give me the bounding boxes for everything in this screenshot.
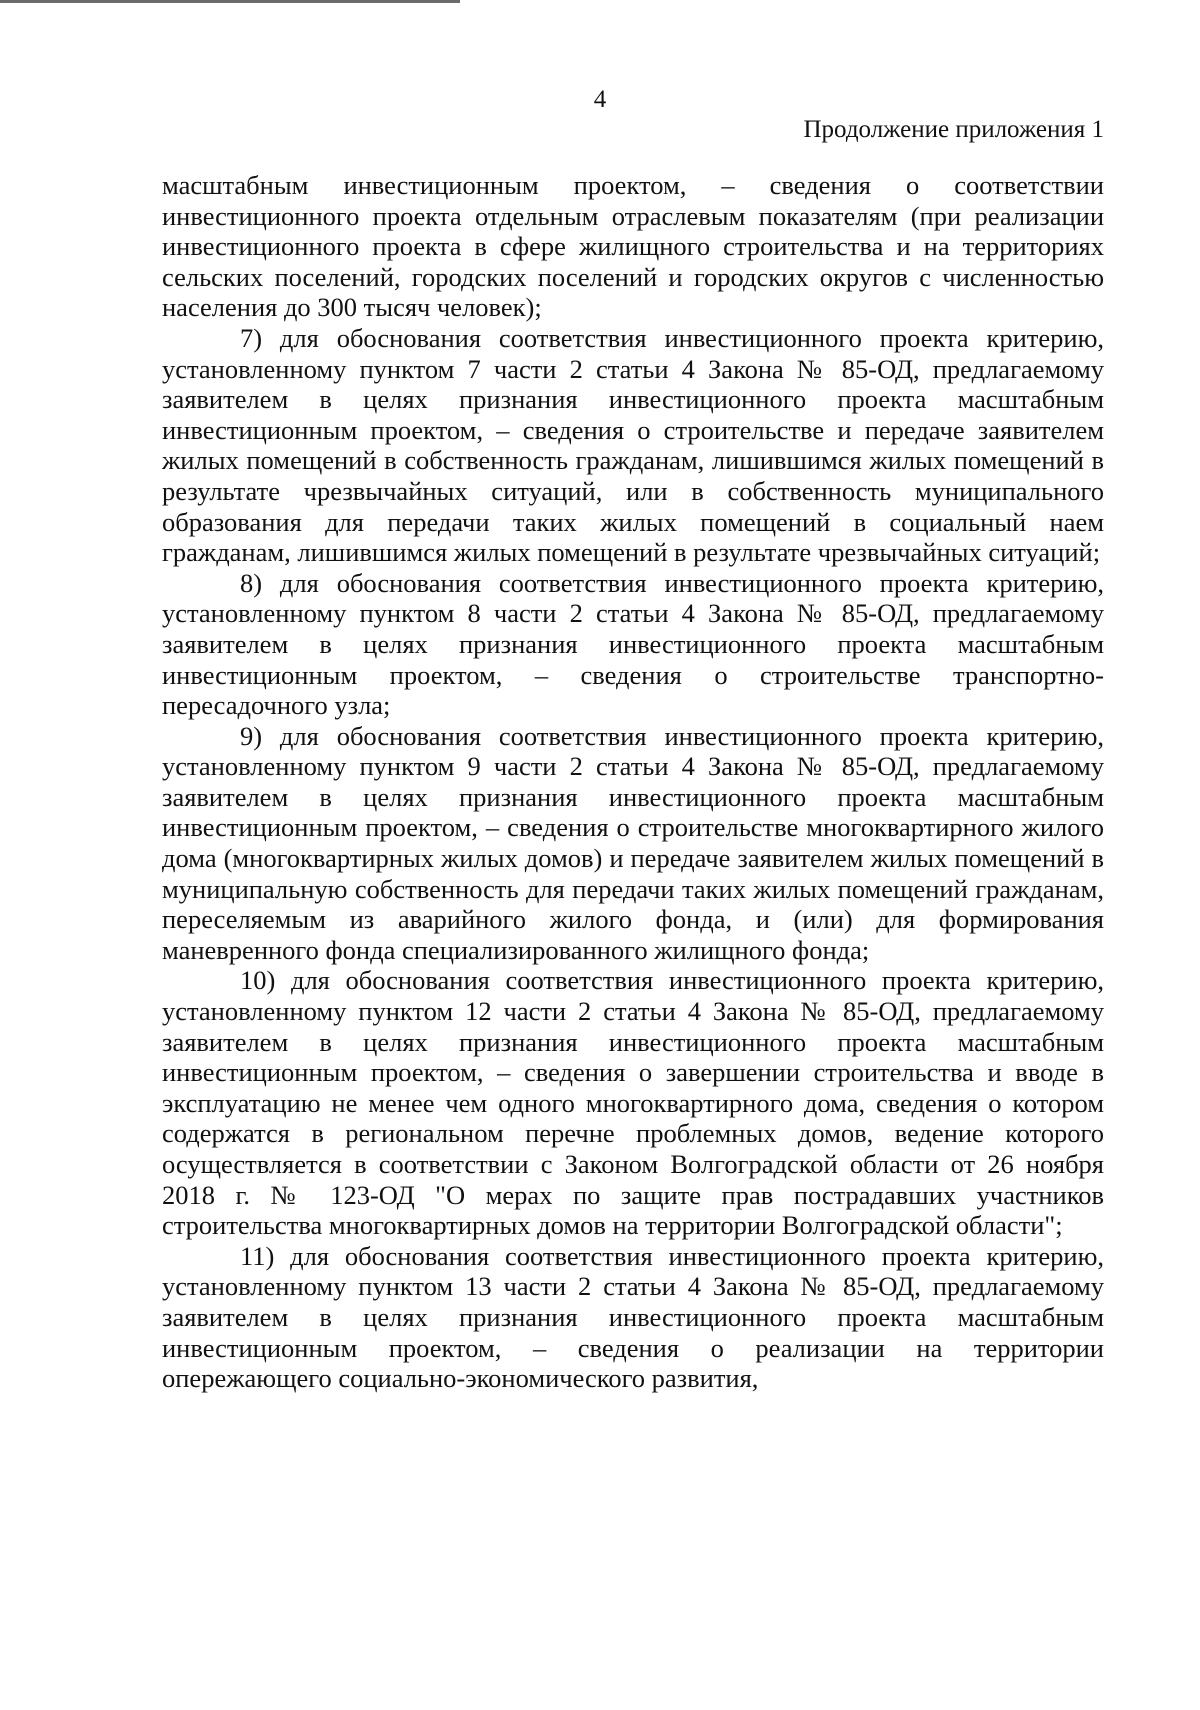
paragraph-item-7: 7) для обоснования соответствия инвестиционного проекта критерию, установленному пунктом 7 части 2 статьи 4 Закона № 85-ОД, предлагаемому заявителем в целях признания инвестиционного проекта масштабным инвестиционным проектом, – сведения о строительстве и передаче заявителем жилых помещений в собственность гражданам, лишившимся жилых помещений в результате чрезвычайных ситуаций, или в собственность муниципального образования для передачи таких жилых помещений в социальный наем гражданам, лишившимся жилых помещений в результате чрезвычайных ситуаций;: [162, 322, 1104, 568]
paragraph-item-8: 8) для обоснования соответствия инвестиционного проекта критерию, установленному пунктом 8 части 2 статьи 4 Закона № 85-ОД, предлагаемому заявителем в целях признания инвестиционного проекта масштабным инвестиционным проектом, – сведения о строительстве транспортно-пересадочного узла;: [162, 567, 1104, 721]
paragraph-continuation: масштабным инвестиционным проектом, – сведения о соответствии инвестиционного проекта отдельным отраслевым показателям (при реализации инвестиционного проекта в сфере жилищного строительства и на территориях сельских поселений, городских поселений и городских округов с численностью населения до 300 тысяч человек);: [162, 170, 1104, 323]
paragraph-item-10: 10) для обоснования соответствия инвестиционного проекта критерию, установленному пунктом 12 части 2 статьи 4 Закона № 85-ОД, предлагаемому заявителем в целях признания инвестиционного проекта масштабным инвестиционным проектом, – сведения о завершении строительства и вводе в эксплуатацию не менее чем одного многоквартирного дома, сведения о котором содержатся в региональном перечне проблемных домов, ведение которого осуществляется в соответствии с Законом Волгоградской области от 26 ноября 2018 г. № 123-ОД "О мерах по защите прав пострадавших участников строительства многоквартирных домов на территории Волгоградской области";: [162, 965, 1104, 1241]
document-body: [162, 170, 1104, 1394]
paragraph-item-11: 11) для обоснования соответствия инвестиционного проекта критерию, установленному пунктом 13 части 2 статьи 4 Закона № 85-ОД, предлагаемому заявителем в целях признания инвестиционного проекта масштабным инвестиционным проектом, – сведения о реализации на территории опережающего социально-экономического развития,: [162, 1240, 1104, 1394]
appendix-continuation-note: Продолжение приложения 1: [803, 116, 1104, 143]
scan-edge-line: [0, 0, 460, 3]
paragraph-item-9: 9) для обоснования соответствия инвестиционного проекта критерию, установленному пунктом 9 части 2 статьи 4 Закона № 85-ОД, предлагаемому заявителем в целях признания инвестиционного проекта масштабным инвестиционным проектом, – сведения о строительстве многоквартирного жилого дома (многоквартирных жилых домов) и передаче заявителем жилых помещений в муниципальную собственность для передачи таких жилых помещений гражданам, переселяемым из аварийного жилого фонда, и (или) для формирования маневренного фонда специализированного жилищного фонда;: [162, 720, 1104, 965]
page-number: 4: [593, 86, 607, 113]
